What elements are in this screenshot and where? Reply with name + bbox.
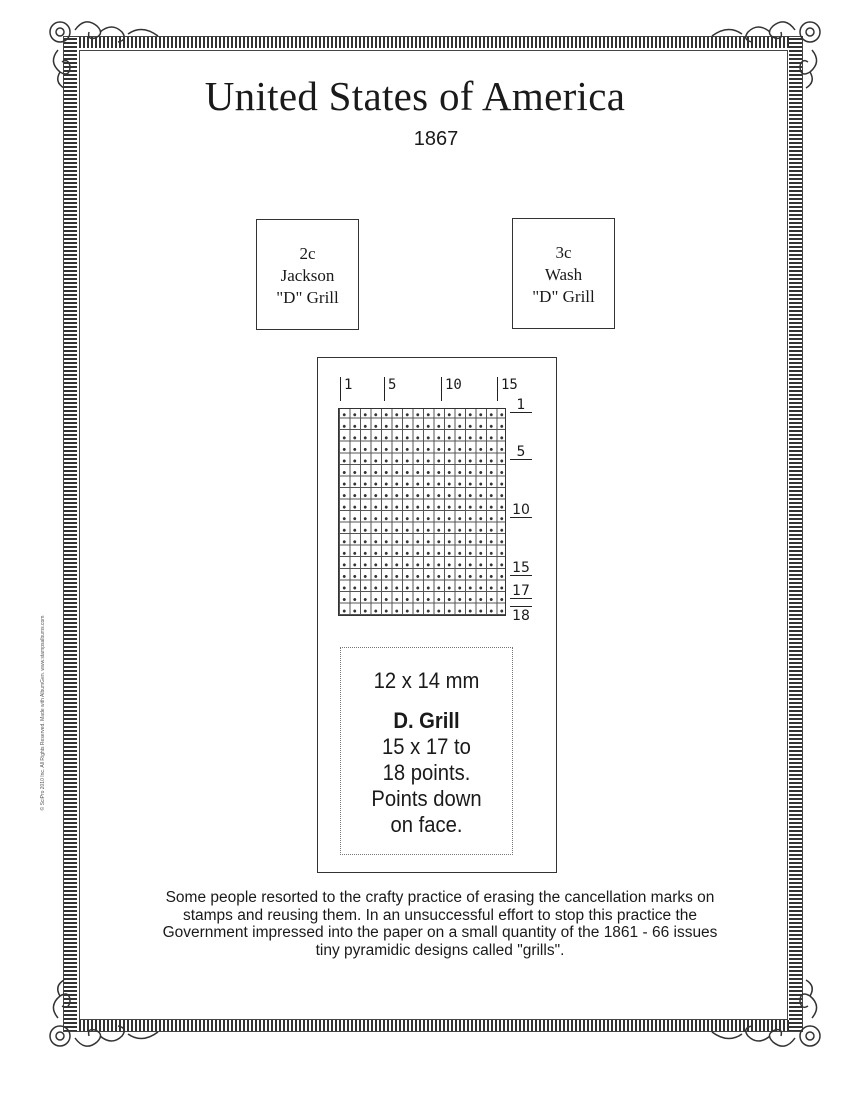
stamp-box-3c-wash [512,218,615,329]
grill-info-box [340,647,513,855]
grill-points-line: 18 points. [382,760,471,785]
gauge-column-label: 1 [340,377,352,401]
gauge-column-label: 5 [384,377,396,401]
grill-points-grid [338,408,506,616]
grill-points-line: on face. [390,812,463,837]
gauge-row-label: 17 [510,584,532,599]
stamp-denomination: 3c [555,243,572,262]
gauge-row-label: 10 [510,503,532,518]
copyright-notice: © SciPro 2010 Inc. All Rights Reserved. Made with AlbumGen. www.stampsalbums.com [40,615,46,811]
gauge-row-label: 1 [510,398,532,413]
gauge-row-label: 15 [510,561,532,576]
grill-name: D. Grill [393,708,460,733]
gauge-row-label: 5 [510,445,532,460]
corner-ornament-bottom-right-icon [700,968,830,1058]
stamp-subject: Jackson [280,266,335,285]
description-paragraph: Some people resorted to the crafty practice of erasing the cancellation marks on stamps and reusing them. In an unsuccessful effort to stop this practice the Government impressed into the paper on a small quantity of the 1861 - 66 issues tiny pyramidic designs called "grills". [162,889,718,959]
page-year: 1867 [413,128,459,150]
grill-points-line: 15 x 17 to [382,734,471,759]
stamp-denomination: 2c [299,244,316,263]
grill-size-text: 12 x 14 mm [373,668,480,693]
page-title: United States of America [204,73,626,119]
gauge-column-label: 15 [497,377,518,401]
stamp-grill: "D" Grill [532,287,595,306]
stamp-box-2c-jackson [256,219,359,330]
corner-ornament-bottom-left-icon [40,968,170,1058]
stamp-grill: "D" Grill [276,288,339,307]
gauge-column-label: 10 [441,377,462,401]
gauge-row-label: 18 [510,606,532,623]
grill-points-line: Points down [371,786,482,811]
stamp-subject: Wash [544,265,583,284]
